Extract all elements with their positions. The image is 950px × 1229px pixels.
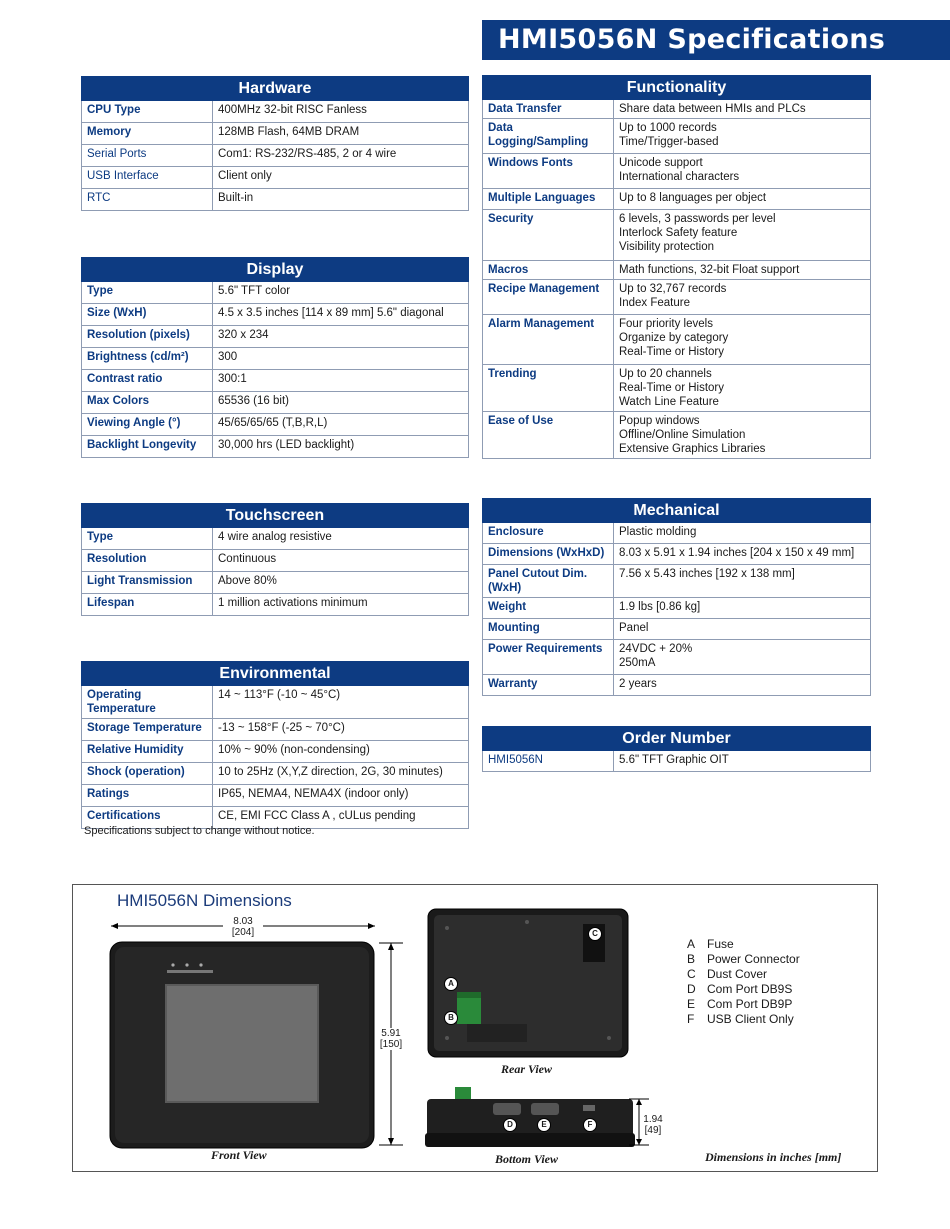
callout-b: B bbox=[444, 1011, 458, 1025]
spec-label: Contrast ratio bbox=[82, 370, 213, 392]
spec-value bbox=[614, 154, 871, 189]
spec-label: Lifespan bbox=[82, 594, 213, 616]
spec-value: 300:1 bbox=[213, 370, 469, 392]
spec-value: 30,000 hrs (LED backlight) bbox=[213, 436, 469, 458]
legend-item bbox=[687, 937, 800, 952]
spec-label: Power Requirements bbox=[483, 640, 614, 675]
table-row bbox=[82, 594, 469, 616]
table-row bbox=[483, 619, 871, 640]
width-mm: [204] bbox=[231, 927, 255, 938]
spec-value bbox=[614, 640, 871, 675]
spec-label: Brightness (cd/m²) bbox=[82, 348, 213, 370]
table-row bbox=[483, 100, 871, 119]
table-row bbox=[82, 719, 469, 741]
spec-label: Type bbox=[82, 528, 213, 550]
legend-text: USB Client Only bbox=[707, 1012, 794, 1026]
spec-value-line: 5.6" TFT Graphic OIT bbox=[619, 754, 729, 766]
environmental-header: Environmental bbox=[82, 662, 469, 686]
table-row bbox=[82, 763, 469, 785]
touchscreen-table bbox=[81, 503, 469, 616]
legend-letter: A bbox=[687, 937, 696, 951]
table-row bbox=[82, 370, 469, 392]
table-row bbox=[82, 189, 469, 211]
spec-value bbox=[614, 412, 871, 459]
spec-value-line: Up to 1000 records bbox=[619, 122, 717, 134]
spec-value: 45/65/65/65 (T,B,R,L) bbox=[213, 414, 469, 436]
spec-value-line: 1.9 lbs [0.86 kg] bbox=[619, 601, 701, 613]
units-caption: Dimensions in inches [mm] bbox=[705, 1150, 842, 1164]
legend-text: Dust Cover bbox=[707, 967, 768, 981]
hardware-header: Hardware bbox=[82, 77, 469, 101]
legend-letter: E bbox=[687, 997, 696, 1011]
spec-value-line: Math functions, 32-bit Float support bbox=[619, 264, 800, 276]
spec-value-line: Visibility protection bbox=[619, 241, 715, 253]
table-row bbox=[483, 261, 871, 280]
table-row bbox=[82, 741, 469, 763]
spec-label: CPU Type bbox=[82, 101, 213, 123]
table-row bbox=[82, 785, 469, 807]
spec-value bbox=[614, 189, 871, 210]
table-row bbox=[483, 280, 871, 315]
dimensions-title: HMI5056N Dimensions bbox=[117, 891, 292, 910]
table-row bbox=[483, 565, 871, 598]
spec-label: Enclosure bbox=[483, 523, 614, 544]
spec-value: 14 ~ 113°F (-10 ~ 45°C) bbox=[213, 686, 469, 719]
spec-label: Macros bbox=[483, 261, 614, 280]
spec-value: 1 million activations minimum bbox=[213, 594, 469, 616]
dimensions-panel bbox=[72, 884, 878, 1172]
spec-value-line: Time/Trigger-based bbox=[619, 136, 719, 148]
spec-value bbox=[614, 751, 871, 772]
table-row bbox=[82, 101, 469, 123]
legend-text: Com Port DB9P bbox=[707, 997, 793, 1011]
spec-value bbox=[614, 210, 871, 261]
spec-value: 400MHz 32-bit RISC Fanless bbox=[213, 101, 469, 123]
spec-label: Ease of Use bbox=[483, 412, 614, 459]
spec-value-line: Share data between HMIs and PLCs bbox=[619, 103, 806, 115]
legend-text: Com Port DB9S bbox=[707, 982, 793, 996]
spec-label: Certifications bbox=[82, 807, 213, 829]
spec-value bbox=[614, 365, 871, 412]
spec-value-line: Index Feature bbox=[619, 297, 690, 309]
legend-item bbox=[687, 1012, 800, 1027]
table-row bbox=[483, 189, 871, 210]
front-view-caption: Front View bbox=[211, 1148, 267, 1162]
spec-label: Relative Humidity bbox=[82, 741, 213, 763]
order-header: Order Number bbox=[483, 727, 871, 751]
width-inches: 8.03 bbox=[233, 916, 253, 927]
table-row bbox=[82, 167, 469, 189]
spec-value: 10 to 25Hz (X,Y,Z direction, 2G, 30 minutes) bbox=[213, 763, 469, 785]
page-title: HMI5056N Specifications bbox=[482, 20, 950, 60]
spec-label: Recipe Management bbox=[483, 280, 614, 315]
hardware-table bbox=[81, 76, 469, 211]
spec-value bbox=[614, 315, 871, 365]
spec-value-line: 7.56 x 5.43 inches [192 x 138 mm] bbox=[619, 568, 795, 580]
table-row bbox=[82, 392, 469, 414]
spec-value: 4.5 x 3.5 inches [114 x 89 mm] 5.6" diagonal bbox=[213, 304, 469, 326]
spec-value-line: 24VDC + 20% bbox=[619, 643, 693, 655]
table-row bbox=[483, 119, 871, 154]
table-row bbox=[483, 412, 871, 459]
spec-value bbox=[614, 261, 871, 280]
table-row bbox=[483, 598, 871, 619]
table-row bbox=[82, 145, 469, 167]
legend-text: Power Connector bbox=[707, 952, 800, 966]
callout-a: A bbox=[444, 977, 458, 991]
spec-label: Ratings bbox=[82, 785, 213, 807]
table-row bbox=[483, 751, 871, 772]
spec-value: Continuous bbox=[213, 550, 469, 572]
spec-label: Light Transmission bbox=[82, 572, 213, 594]
spec-label: Dimensions (WxHxD) bbox=[483, 544, 614, 565]
spec-value-line: Up to 8 languages per object bbox=[619, 192, 767, 204]
spec-label: Multiple Languages bbox=[483, 189, 614, 210]
spec-value-line: 250mA bbox=[619, 657, 656, 669]
depth-inches: 1.94 bbox=[643, 1114, 663, 1125]
legend-text: Fuse bbox=[707, 937, 734, 951]
rear-view-caption: Rear View bbox=[501, 1062, 553, 1076]
callout-legend bbox=[687, 937, 800, 1027]
spec-label: Type bbox=[82, 282, 213, 304]
spec-value-line: Real-Time or History bbox=[619, 382, 725, 394]
spec-value bbox=[614, 544, 871, 565]
table-row bbox=[82, 436, 469, 458]
table-row bbox=[82, 123, 469, 145]
mechanical-header: Mechanical bbox=[483, 499, 871, 523]
table-row bbox=[82, 528, 469, 550]
spec-value: 4 wire analog resistive bbox=[213, 528, 469, 550]
spec-label: Operating Temperature bbox=[82, 686, 213, 719]
spec-label: Shock (operation) bbox=[82, 763, 213, 785]
legend-item bbox=[687, 997, 800, 1012]
table-row bbox=[82, 550, 469, 572]
spec-label: Mounting bbox=[483, 619, 614, 640]
table-row bbox=[82, 348, 469, 370]
spec-value-line: Real-Time or History bbox=[619, 346, 725, 358]
table-row bbox=[483, 154, 871, 189]
legend-item bbox=[687, 952, 800, 967]
touchscreen-header: Touchscreen bbox=[82, 504, 469, 528]
spec-value-line: Popup windows bbox=[619, 415, 700, 427]
spec-value-line: International characters bbox=[619, 171, 740, 183]
spec-label: Serial Ports bbox=[82, 145, 213, 167]
bottom-view-caption: Bottom View bbox=[495, 1152, 559, 1166]
table-row bbox=[82, 282, 469, 304]
spec-value: IP65, NEMA4, NEMA4X (indoor only) bbox=[213, 785, 469, 807]
legend-item bbox=[687, 982, 800, 997]
spec-value-line: 6 levels, 3 passwords per level bbox=[619, 213, 776, 225]
spec-value bbox=[614, 280, 871, 315]
spec-label: Alarm Management bbox=[483, 315, 614, 365]
height-inches: 5.91 bbox=[381, 1028, 401, 1039]
spec-value-line: 8.03 x 5.91 x 1.94 inches [204 x 150 x 49 mm] bbox=[619, 547, 855, 559]
table-row bbox=[82, 304, 469, 326]
display-header: Display bbox=[82, 258, 469, 282]
table-row bbox=[483, 675, 871, 696]
callout-c: C bbox=[588, 927, 602, 941]
spec-label: Windows Fonts bbox=[483, 154, 614, 189]
spec-value bbox=[614, 675, 871, 696]
spec-label: HMI5056N bbox=[483, 751, 614, 772]
table-row bbox=[82, 572, 469, 594]
spec-label: Resolution (pixels) bbox=[82, 326, 213, 348]
spec-label: Backlight Longevity bbox=[82, 436, 213, 458]
spec-value-line: Unicode support bbox=[619, 157, 703, 169]
functionality-table bbox=[482, 75, 871, 459]
spec-value: Built-in bbox=[213, 189, 469, 211]
spec-value-line: Extensive Graphics Libraries bbox=[619, 443, 766, 455]
spec-label: Security bbox=[483, 210, 614, 261]
spec-label: Storage Temperature bbox=[82, 719, 213, 741]
table-row bbox=[483, 365, 871, 412]
spec-value: 128MB Flash, 64MB DRAM bbox=[213, 123, 469, 145]
spec-label: Data Logging/Sampling bbox=[483, 119, 614, 154]
spec-value bbox=[614, 619, 871, 640]
table-row bbox=[483, 523, 871, 544]
spec-value-line: Plastic molding bbox=[619, 526, 697, 538]
spec-value-line: Organize by category bbox=[619, 332, 729, 344]
spec-value-line: Offline/Online Simulation bbox=[619, 429, 746, 441]
spec-label: Size (WxH) bbox=[82, 304, 213, 326]
spec-value: Client only bbox=[213, 167, 469, 189]
callout-e: E bbox=[537, 1118, 551, 1132]
callout-d: D bbox=[503, 1118, 517, 1132]
spec-value bbox=[614, 119, 871, 154]
spec-value bbox=[614, 598, 871, 619]
spec-label: Memory bbox=[82, 123, 213, 145]
spec-label: RTC bbox=[82, 189, 213, 211]
spec-value: Com1: RS-232/RS-485, 2 or 4 wire bbox=[213, 145, 469, 167]
spec-value-line: 2 years bbox=[619, 678, 657, 690]
spec-value: -13 ~ 158°F (-25 ~ 70°C) bbox=[213, 719, 469, 741]
table-row bbox=[82, 326, 469, 348]
spec-value: 65536 (16 bit) bbox=[213, 392, 469, 414]
disclaimer-note: Specifications subject to change without notice. bbox=[84, 825, 315, 837]
spec-value: 10% ~ 90% (non-condensing) bbox=[213, 741, 469, 763]
spec-label: Resolution bbox=[82, 550, 213, 572]
table-row bbox=[82, 414, 469, 436]
height-mm: [150] bbox=[379, 1039, 403, 1050]
spec-value-line: Up to 20 channels bbox=[619, 368, 712, 380]
legend-item bbox=[687, 967, 800, 982]
spec-value-line: Up to 32,767 records bbox=[619, 283, 727, 295]
spec-label: Panel Cutout Dim. (WxH) bbox=[483, 565, 614, 598]
spec-label: Warranty bbox=[483, 675, 614, 696]
spec-value: 5.6" TFT color bbox=[213, 282, 469, 304]
spec-label: Trending bbox=[483, 365, 614, 412]
spec-value-line: Four priority levels bbox=[619, 318, 713, 330]
legend-letter: F bbox=[687, 1012, 695, 1026]
table-row bbox=[483, 640, 871, 675]
spec-value: 300 bbox=[213, 348, 469, 370]
order-number-table bbox=[482, 726, 871, 772]
spec-value: 320 x 234 bbox=[213, 326, 469, 348]
bottom-view-device bbox=[425, 1087, 635, 1149]
spec-label: Weight bbox=[483, 598, 614, 619]
spec-label: USB Interface bbox=[82, 167, 213, 189]
legend-letter: B bbox=[687, 952, 696, 966]
callout-f: F bbox=[583, 1118, 597, 1132]
display-table bbox=[81, 257, 469, 458]
table-row bbox=[82, 686, 469, 719]
spec-value: Above 80% bbox=[213, 572, 469, 594]
table-row bbox=[483, 210, 871, 261]
spec-value bbox=[614, 100, 871, 119]
table-row bbox=[483, 315, 871, 365]
mechanical-table bbox=[482, 498, 871, 696]
functionality-header: Functionality bbox=[483, 76, 871, 100]
spec-value bbox=[614, 565, 871, 598]
spec-label: Data Transfer bbox=[483, 100, 614, 119]
spec-label: Max Colors bbox=[82, 392, 213, 414]
front-view-device bbox=[109, 941, 375, 1149]
spec-value-line: Panel bbox=[619, 622, 649, 634]
spec-value-line: Watch Line Feature bbox=[619, 396, 719, 408]
legend-letter: C bbox=[687, 967, 696, 981]
spec-label: Viewing Angle (°) bbox=[82, 414, 213, 436]
spec-value-line: Interlock Safety feature bbox=[619, 227, 738, 239]
depth-mm: [49] bbox=[644, 1125, 662, 1136]
table-row bbox=[483, 544, 871, 565]
spec-value: CE, EMI FCC Class A , cULus pending bbox=[213, 807, 469, 829]
legend-letter: D bbox=[687, 982, 696, 996]
environmental-table bbox=[81, 661, 469, 829]
spec-value bbox=[614, 523, 871, 544]
